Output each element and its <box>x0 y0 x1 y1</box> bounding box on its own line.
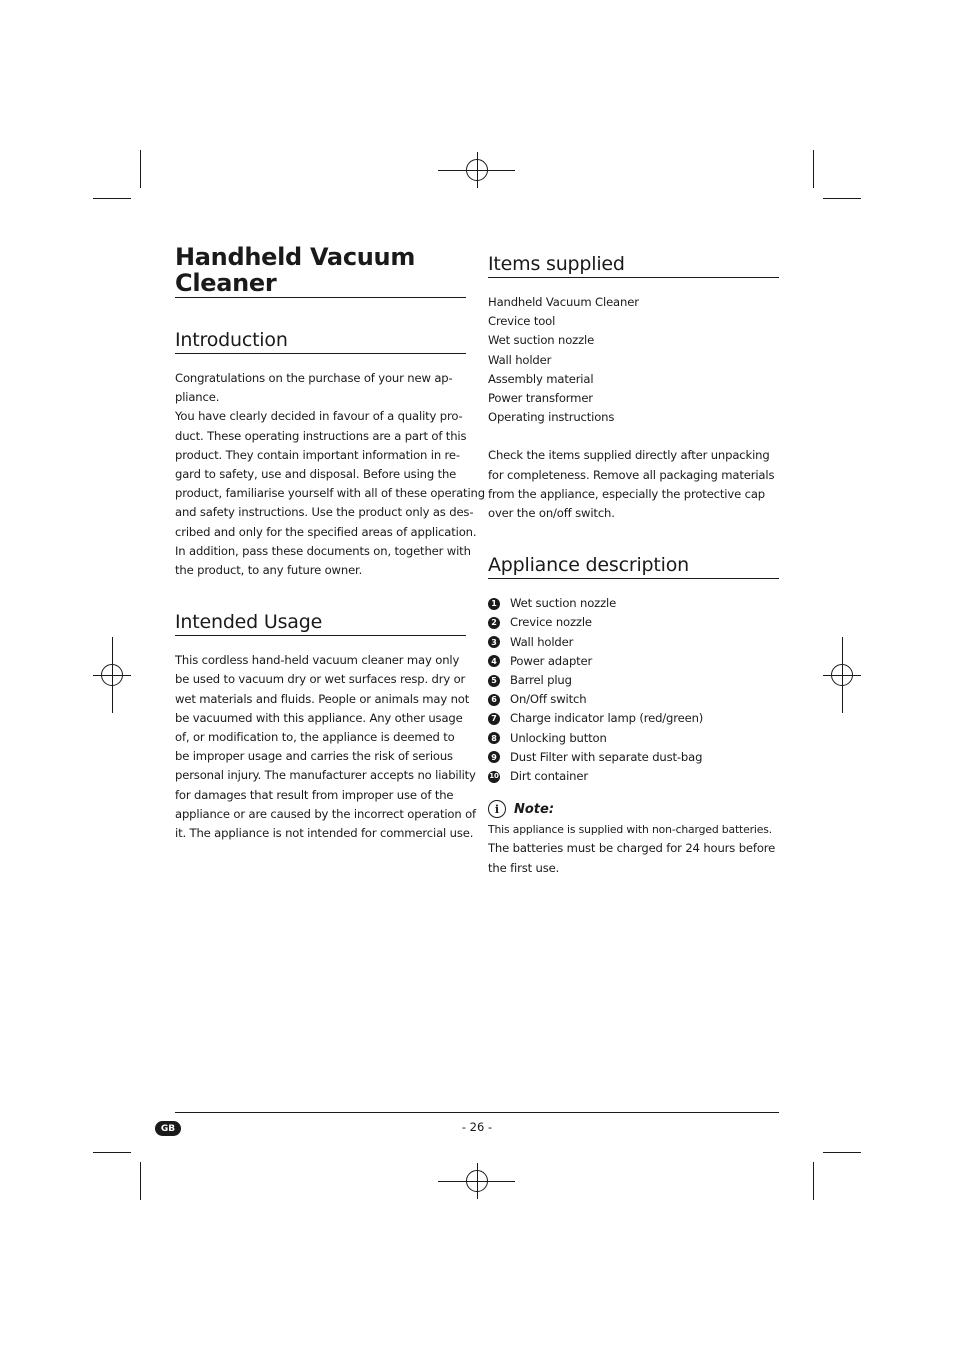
introduction-text: Congratulations on the purchase of your new ap- pliance. You have clearly decided in favour of a quality pro- duct. These operating instructions are a part of this product. They contain important information in re- gard to safety, use and disposal. Before using the product, familiarise yourself with all of these operating and safety instructions. Use the product only as des- cribed and only for the specified areas of application. In addition, pass these documents on, together with the product, to any future owner. <box>175 371 485 578</box>
list-item: Assembly material <box>488 371 594 386</box>
page-title: Handheld Vacuum Cleaner <box>175 244 466 298</box>
note-box <box>488 798 779 878</box>
list-item: 3 Wall holder <box>488 633 779 652</box>
page-number: - 26 - <box>461 1120 493 1134</box>
list-item: Operating instructions <box>488 410 615 425</box>
number-badge: 8 <box>488 732 500 744</box>
footer-divider <box>175 1112 779 1113</box>
appliance-description-list <box>488 594 779 786</box>
number-badge: 3 <box>488 636 500 648</box>
list-item: 2 Crevice nozzle <box>488 613 779 632</box>
right-column <box>488 252 779 878</box>
left-column <box>175 243 485 843</box>
number-badge: 2 <box>488 617 500 629</box>
list-item: 5 Barrel plug <box>488 671 779 690</box>
number-badge: 1 <box>488 598 500 610</box>
number-badge: 10 <box>488 771 500 783</box>
number-badge: 9 <box>488 751 500 763</box>
info-icon: i <box>488 800 506 818</box>
number-badge: 6 <box>488 694 500 706</box>
list-item: Crevice tool <box>488 314 556 329</box>
appliance-description-heading: Appliance description <box>488 553 779 579</box>
note-title: Note: <box>514 801 555 817</box>
list-item: Wall holder <box>488 352 552 367</box>
list-item: 8 Unlocking button <box>488 729 779 748</box>
list-item: Power transformer <box>488 391 593 406</box>
items-check-text: Check the items supplied directly after unpacking for completeness. Remove all packaging materials from the appliance, especially the protective cap over the on/off switch. <box>488 448 775 521</box>
number-badge: 4 <box>488 655 500 667</box>
items-supplied-heading: Items supplied <box>488 252 779 278</box>
intended-usage-text: This cordless hand-held vacuum cleaner may only be used to vacuum dry or wet surfaces resp. dry or wet materials and fluids. People or animals may not be vacuumed with this appliance. Any other usage of, or modification to, the appliance is deemed to be improper usage and carries the risk of serious personal injury. The manufacturer accepts no liability for damages that result from improper use of the appliance or are caused by the incorrect operation of it. The appliance is not intended for commercial use. <box>175 653 476 841</box>
number-badge: 7 <box>488 713 500 725</box>
list-item: Wet suction nozzle <box>488 333 595 348</box>
list-item: 4 Power adapter <box>488 652 779 671</box>
list-item: 6 On/Off switch <box>488 690 779 709</box>
list-item: 7 Charge indicator lamp (red/green) <box>488 709 779 728</box>
list-item: 10 Dirt container <box>489 768 588 783</box>
note-header <box>488 798 779 820</box>
number-badge: 5 <box>488 675 500 687</box>
country-badge: GB <box>155 1121 181 1136</box>
list-item: 9 Dust Filter with separate dust-bag <box>488 748 779 767</box>
intended-usage-heading: Intended Usage <box>175 610 466 636</box>
list-item: 1 Wet suction nozzle <box>488 594 779 613</box>
note-text: This appliance is supplied with non-charged batteries. The batteries must be charged for 24 hours before the first use. <box>488 823 776 875</box>
introduction-heading: Introduction <box>175 328 466 354</box>
list-item: Handheld Vacuum Cleaner <box>488 295 639 309</box>
items-supplied-list <box>488 293 779 427</box>
